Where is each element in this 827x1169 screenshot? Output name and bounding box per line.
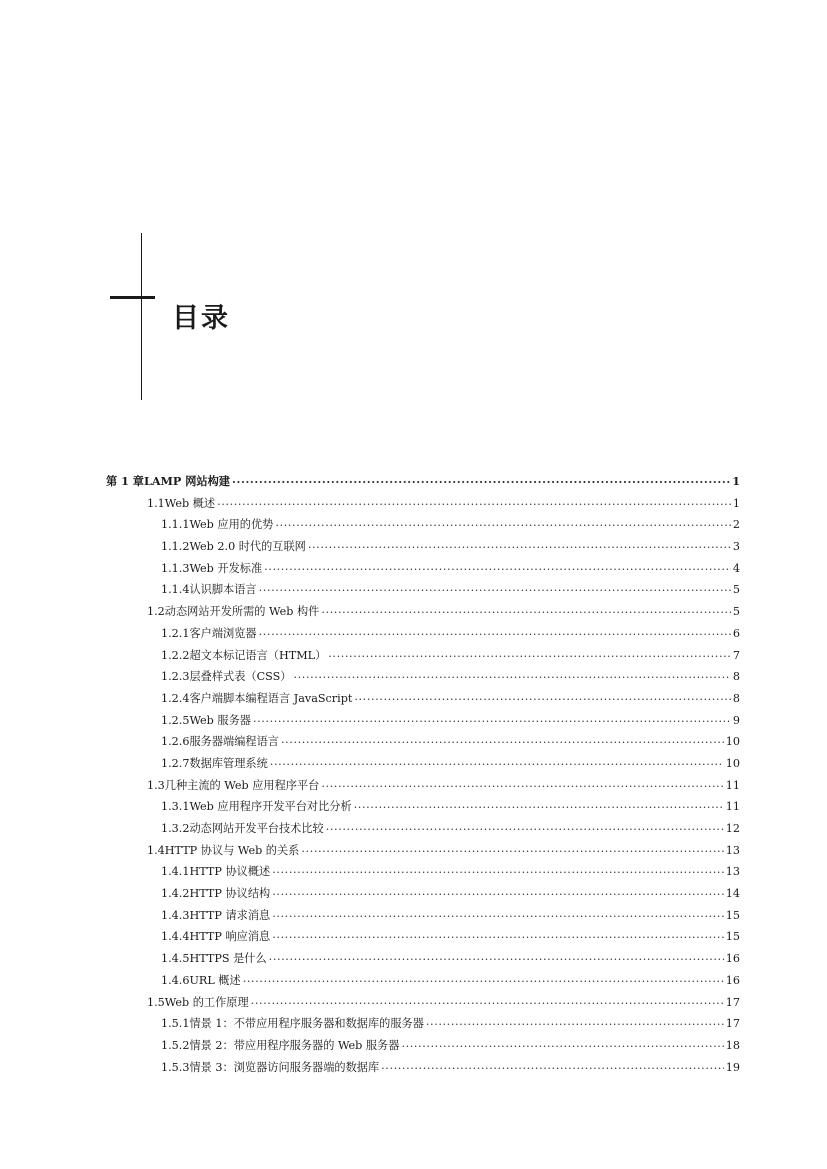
toc-entry-number: 1.2.2	[161, 648, 190, 662]
toc-entry-title: 动态网站开发平台技术比较	[189, 822, 324, 835]
toc-entry-section[interactable]	[106, 601, 740, 623]
toc-leader-dots	[354, 794, 724, 816]
toc-entry-subsection[interactable]	[106, 514, 740, 536]
toc-leader-dots	[301, 838, 723, 860]
toc-entry-number: 1.2.1	[161, 626, 190, 640]
toc-entry-page-number: 13	[725, 865, 740, 879]
toc-entry-subsection[interactable]	[106, 1013, 740, 1035]
toc-entry-page-number: 1	[732, 496, 740, 510]
toc-leader-dots	[270, 751, 724, 773]
toc-entry-number: 1.5	[147, 995, 165, 1009]
toc-entry-title: 动态网站开发所需的 Web 构件	[164, 605, 320, 619]
toc-entry-subsection[interactable]	[106, 883, 740, 905]
toc-leader-dots	[326, 816, 724, 838]
toc-leader-dots	[321, 773, 723, 795]
toc-entry-subsection[interactable]	[106, 1057, 740, 1079]
toc-entry-page-number: 8	[732, 691, 740, 705]
toc-entry-title: Web 2.0 时代的互联网	[189, 540, 306, 554]
toc-entry-number: 1.4.4	[161, 930, 190, 944]
toc-entry-number: 1.2.6	[161, 735, 190, 749]
toc-entry-number: 1.4.6	[161, 973, 190, 987]
toc-entry-subsection[interactable]	[106, 688, 740, 710]
toc-entry-subsection[interactable]	[106, 558, 740, 580]
toc-entry-number: 1.4.3	[161, 908, 190, 922]
toc-leader-dots	[401, 1033, 723, 1055]
toc-entry-number: 1.1.3	[161, 561, 190, 575]
toc-entry-title: Web 应用的优势	[189, 518, 274, 532]
toc-entry-subsection[interactable]	[106, 579, 740, 601]
toc-leader-dots	[217, 491, 731, 513]
toc-entry-page-number: 12	[725, 822, 740, 835]
toc-leader-dots	[272, 924, 724, 946]
toc-leader-dots	[328, 643, 731, 665]
toc-entry-page-number: 10	[725, 756, 740, 770]
toc-entry-page-number: 16	[725, 973, 740, 987]
toc-entry-subsection[interactable]	[106, 926, 740, 948]
toc-entry-title: LAMP 网站构建	[143, 474, 230, 488]
toc-entry-number: 1.3	[147, 778, 165, 792]
toc-entry-chapter[interactable]	[106, 471, 740, 493]
toc-entry-subsection[interactable]	[106, 905, 740, 927]
toc-entry-number: 1.2.7	[161, 756, 190, 770]
toc-entry-page-number: 17	[725, 995, 740, 1009]
toc-entry-page-number: 1	[732, 474, 740, 488]
toc-entry-page-number: 11	[725, 778, 740, 792]
toc-entry-page-number: 2	[732, 518, 740, 532]
toc-entry-page-number: 17	[725, 1017, 740, 1031]
toc-entry-number: 1.2.5	[161, 713, 190, 727]
toc-entry-subsection[interactable]	[106, 645, 740, 667]
toc-entry-title: Web 开发标准	[189, 561, 263, 575]
toc-leader-dots	[232, 469, 730, 491]
toc-leader-dots	[293, 664, 730, 686]
toc-entry-number: 1.1.2	[161, 540, 190, 554]
toc-entry-page-number: 11	[725, 800, 740, 814]
toc-entry-page-number: 9	[732, 713, 740, 727]
toc-leader-dots	[426, 1011, 724, 1033]
toc-entry-page-number: 8	[732, 670, 740, 684]
toc-leader-dots	[281, 729, 724, 751]
toc-entry-title: 服务器端编程语言	[189, 735, 279, 749]
toc-leader-dots	[253, 708, 731, 730]
toc-entry-page-number: 6	[732, 626, 740, 640]
toc-entry-page-number: 4	[732, 561, 740, 575]
toc-entry-title: HTTP 响应消息	[189, 930, 271, 944]
toc-entry-number: 1.4.1	[161, 865, 190, 879]
toc-entry-subsection[interactable]	[106, 710, 740, 732]
toc-entry-page-number: 15	[725, 930, 740, 944]
toc-leader-dots	[259, 577, 731, 599]
toc-entry-title: URL 概述	[189, 973, 241, 987]
toc-entry-number: 1.1.4	[161, 583, 190, 597]
toc-leader-dots	[264, 556, 731, 578]
toc-entry-number: 1.2.3	[161, 670, 190, 684]
toc-entry-page-number: 14	[725, 887, 740, 901]
toc-leader-dots	[321, 599, 731, 621]
toc-entry-page-number: 18	[725, 1038, 740, 1052]
toc-leader-dots	[272, 881, 724, 903]
toc-entry-number: 1.4.2	[161, 887, 190, 901]
toc-entry-subsection[interactable]	[106, 666, 740, 688]
toc-entry-title: Web 应用程序开发平台对比分析	[189, 800, 352, 814]
toc-entry-title: 认识脚本语言	[189, 583, 257, 597]
toc-entry-title: 数据库管理系统	[189, 756, 268, 770]
toc-entry-title: Web 服务器	[189, 713, 251, 727]
toc-leader-dots	[269, 946, 724, 968]
toc-entry-subsection[interactable]	[106, 753, 740, 775]
toc-entry-title: HTTP 协议概述	[189, 865, 271, 879]
toc-entry-number: 第 1 章	[106, 474, 144, 488]
toc-entry-subsection[interactable]	[106, 731, 740, 753]
toc-leader-dots	[272, 859, 724, 881]
toc-entry-title: 情景 3：浏览器访问服务器端的数据库	[189, 1060, 380, 1074]
toc-entry-title: HTTP 请求消息	[189, 908, 271, 922]
toc-entry-page-number: 3	[732, 540, 740, 554]
toc-entry-title: Web 概述	[164, 496, 216, 510]
toc-entry-subsection[interactable]	[106, 948, 740, 970]
toc-entry-page-number: 7	[732, 648, 740, 662]
toc-entry-section[interactable]	[106, 992, 740, 1014]
toc-entry-number: 1.3.1	[161, 800, 190, 814]
toc-entry-number: 1.3.2	[161, 822, 190, 835]
toc-entry-page-number: 5	[732, 605, 740, 619]
toc-entry-title: HTTPS 是什么	[189, 952, 267, 966]
toc-entry-subsection[interactable]	[106, 970, 740, 992]
toc-entry-title: 客户端脚本编程语言 JavaScript	[189, 691, 353, 705]
toc-entry-subsection[interactable]	[106, 861, 740, 883]
toc-entry-number: 1.2	[147, 605, 165, 619]
title-horizontal-rule	[110, 296, 155, 299]
toc-entry-subsection[interactable]	[106, 796, 740, 818]
toc-entry-number: 1.2.4	[161, 691, 190, 705]
toc-entry-number: 1.5.1	[161, 1017, 190, 1031]
toc-leader-dots	[308, 534, 731, 556]
toc-entry-subsection[interactable]	[106, 536, 740, 558]
toc-entry-title: 情景 2：带应用程序服务器的 Web 服务器	[189, 1038, 400, 1052]
toc-entry-title: 客户端浏览器	[189, 626, 257, 640]
table-of-contents	[106, 471, 740, 1078]
toc-entry-number: 1.4	[147, 843, 165, 857]
toc-leader-dots	[259, 621, 731, 643]
toc-entry-subsection[interactable]	[106, 1035, 740, 1057]
toc-entry-number: 1.5.3	[161, 1060, 190, 1074]
toc-entry-page-number: 16	[725, 952, 740, 966]
toc-leader-dots	[251, 990, 724, 1012]
toc-entry-title: 几种主流的 Web 应用程序平台	[164, 778, 320, 792]
toc-leader-dots	[381, 1055, 724, 1077]
toc-entry-subsection[interactable]	[106, 818, 740, 840]
toc-entry-page-number: 13	[725, 843, 740, 857]
toc-entry-number: 1.5.2	[161, 1038, 190, 1052]
toc-entry-number: 1.4.5	[161, 952, 190, 966]
toc-entry-section[interactable]	[106, 493, 740, 515]
toc-entry-title: 情景 1：不带应用程序服务器和数据库的服务器	[189, 1017, 424, 1031]
toc-entry-section[interactable]	[106, 775, 740, 797]
toc-leader-dots	[243, 968, 724, 990]
toc-leader-dots	[272, 903, 724, 925]
toc-entry-number: 1.1	[147, 496, 165, 510]
toc-entry-title: HTTP 协议结构	[189, 887, 271, 901]
toc-entry-title: Web 的工作原理	[164, 995, 249, 1009]
toc-entry-number: 1.1.1	[161, 518, 190, 532]
toc-entry-page-number: 5	[732, 583, 740, 597]
toc-entry-page-number: 19	[725, 1060, 740, 1074]
title-vertical-rule	[141, 233, 142, 400]
toc-entry-section[interactable]	[106, 840, 740, 862]
toc-entry-subsection[interactable]	[106, 623, 740, 645]
page-title: 目录	[172, 303, 230, 334]
toc-entry-page-number: 10	[725, 735, 740, 749]
toc-leader-dots	[354, 686, 731, 708]
toc-entry-page-number: 15	[725, 908, 740, 922]
toc-entry-title: HTTP 协议与 Web 的关系	[164, 843, 300, 857]
toc-entry-title: 层叠样式表（CSS）	[189, 670, 292, 684]
toc-leader-dots	[275, 512, 731, 534]
toc-entry-title: 超文本标记语言（HTML）	[189, 648, 327, 662]
